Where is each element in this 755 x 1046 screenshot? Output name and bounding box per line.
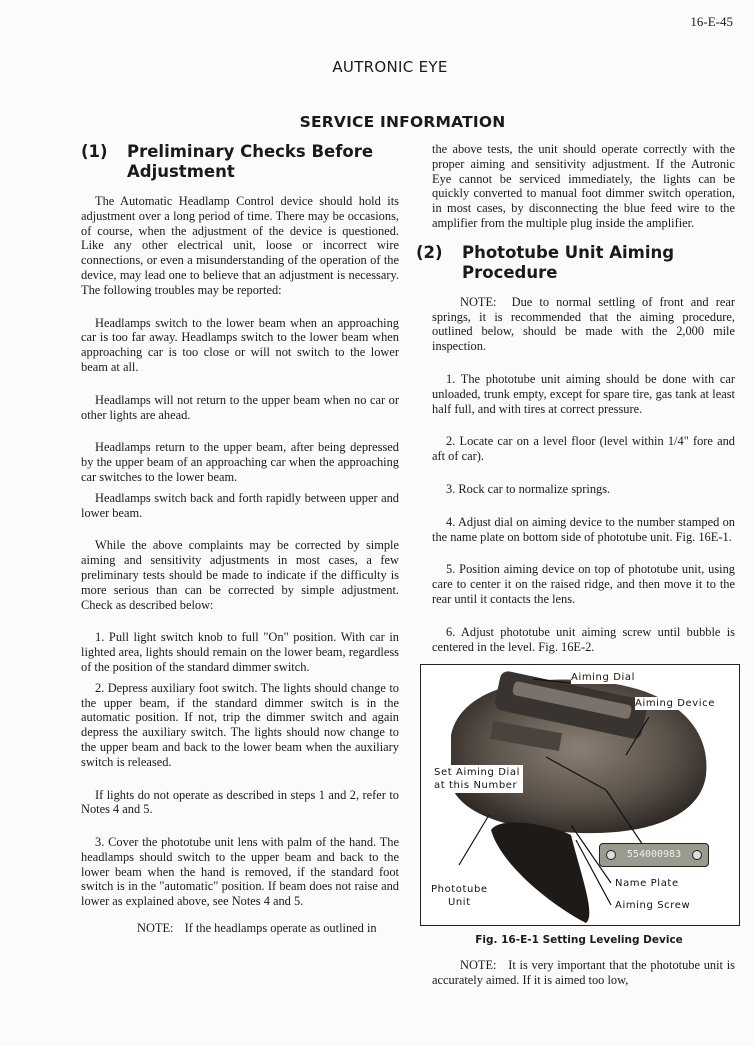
note-text: It is very important that the phototube unit is accurately aimed. If it is aimed too low, — [432, 958, 735, 987]
callout-set-aiming-dial — [431, 765, 523, 793]
chapter-title: AUTRONIC EYE — [332, 58, 448, 76]
note-label: NOTE: — [460, 294, 497, 309]
aiming-step: 1. The phototube unit aiming should be done with car unloaded, trunk empty, except for spare tire, gas tank at least half full, and with tires at correct pressure. — [432, 371, 735, 416]
note-label: NOTE: — [137, 921, 174, 936]
trouble-paragraph: Headlamps return to the upper beam, after being depressed by the upper beam of an approaching car when the approaching car switches to the lower beam. — [81, 440, 399, 484]
heading-line-2: Adjustment — [127, 162, 235, 181]
callout-line: at this Number — [434, 780, 518, 792]
aiming-step: 3. Rock car to normalize springs. — [446, 481, 611, 496]
intro-paragraph: The Automatic Headlamp Control device should hold its adjustment over a long period of time. There may be occasions, of course, when the adjustment of the device is questioned. Like any other electrical unit, loose or incorrect wire connections, or even a misunderstanding of the operation of the device, may lead one to believe that an adjustment is necessary. The following troubles may be reported: — [81, 194, 399, 297]
note-label: NOTE: — [460, 958, 497, 973]
aiming-step: 4. Adjust dial on aiming device to the number stamped on the name plate on bottom side of phototube unit. Fig. 16E-1. — [432, 514, 735, 544]
heading-line-1: Preliminary Checks Before — [127, 142, 374, 161]
heading-number: (2) — [416, 242, 443, 262]
screw-hole-icon — [606, 850, 616, 860]
note-continued: the above tests, the unit should operate correctly with the proper aiming and sensitivity adjustment. If the Autronic Eye cannot be serviced immediately, the lights can be quickly converted to manual foot dimmer switch operation, in most cases, by disconnecting the blue feed wire to the amplifier from the multiple plug inside the amplifier. — [432, 142, 735, 230]
trouble-paragraph: Headlamps switch to the lower beam when an approaching car is too far away. Headlamps switch to the lower beam when approaching car is too close or will not switch to the lower beam at all. — [81, 315, 399, 374]
heading-aiming-procedure — [416, 243, 735, 283]
note-paragraph — [81, 921, 399, 936]
heading-preliminary-checks — [81, 142, 399, 182]
screw-hole-icon — [692, 850, 702, 860]
figure-setting-leveling-device — [420, 664, 740, 926]
callout-phototube-unit — [431, 883, 488, 909]
callout-line: Phototube — [431, 884, 488, 896]
check-step: 3. Cover the phototube unit lens with palm of the hand. The headlamps should switch to the upper beam and back to the lower beam when the hand is removed, if the standard foot switch is in the "automatic" position. If beam does not raise and lower as explained above, see Notes 4 and 5. — [81, 835, 399, 909]
callout-line: Unit — [447, 897, 471, 909]
steps-note: If lights do not operate as described in steps 1 and 2, refer to Notes 4 and 5. — [81, 787, 399, 817]
check-step: 1. Pull light switch knob to full "On" position. With car in lighted area, lights should remain on the lower beam, regardless of the position of the standard dimmer switch. — [81, 630, 399, 674]
aiming-step: 6. Adjust phototube unit aiming screw until bubble is centered in the level. Fig. 16E-2. — [432, 624, 735, 654]
note-paragraph — [432, 295, 735, 354]
nameplate-number: 554000983 — [626, 849, 682, 861]
trouble-paragraph: Headlamps switch back and forth rapidly between upper and lower beam. — [81, 490, 399, 520]
callout-aiming-device: Aiming Device — [635, 698, 716, 710]
figure-caption: Fig. 16-E-1 Setting Leveling Device — [475, 934, 683, 947]
check-step: 2. Depress auxiliary foot switch. The lights should change to the upper beam, if the standard dimmer switch is in the automatic position. If not, trip the dimmer switch and again depress the auxiliary switch. The lights should now change to the upper beam and back to the lower beam when the auxiliary switch is released. — [81, 680, 399, 769]
note-text: If the headlamps operate as outlined in — [184, 921, 377, 936]
heading-number: (1) — [81, 142, 108, 161]
note-text: Due to normal settling of front and rear springs, it is recommended that the aiming procedure, outlined below, should be made with the 2,000 mile inspection. — [432, 294, 735, 354]
aiming-step: 5. Position aiming device on top of phototube unit, using care to center it on the raised ridge, and then move it to the rear until it contacts the lens. — [432, 562, 735, 606]
name-plate — [599, 843, 709, 867]
page-number: 16-E-45 — [690, 14, 733, 29]
trouble-paragraph: Headlamps will not return to the upper beam when no car or other lights are ahead. — [81, 392, 399, 422]
preliminary-paragraph: While the above complaints may be corrected by simple aiming and sensitivity adjustments in most cases, a few preliminary tests should be made to indicate if the difficulty is more serious than can be corrected by simple adjustment. Check as described below: — [81, 538, 399, 612]
aiming-step: 2. Locate car on a level floor (level within 1/4" fore and aft of car). — [432, 434, 735, 464]
callout-aiming-screw: Aiming Screw — [615, 900, 691, 912]
section-title: SERVICE INFORMATION — [299, 113, 506, 131]
heading-text — [127, 142, 373, 182]
callout-name-plate: Name Plate — [615, 878, 679, 890]
closing-note — [432, 958, 735, 988]
heading-text: Phototube Unit Aiming Procedure — [462, 242, 675, 282]
callout-aiming-dial: Aiming Dial — [571, 672, 635, 684]
left-column — [81, 142, 399, 936]
right-column — [416, 142, 735, 988]
callout-line: Set Aiming Dial — [434, 767, 520, 779]
